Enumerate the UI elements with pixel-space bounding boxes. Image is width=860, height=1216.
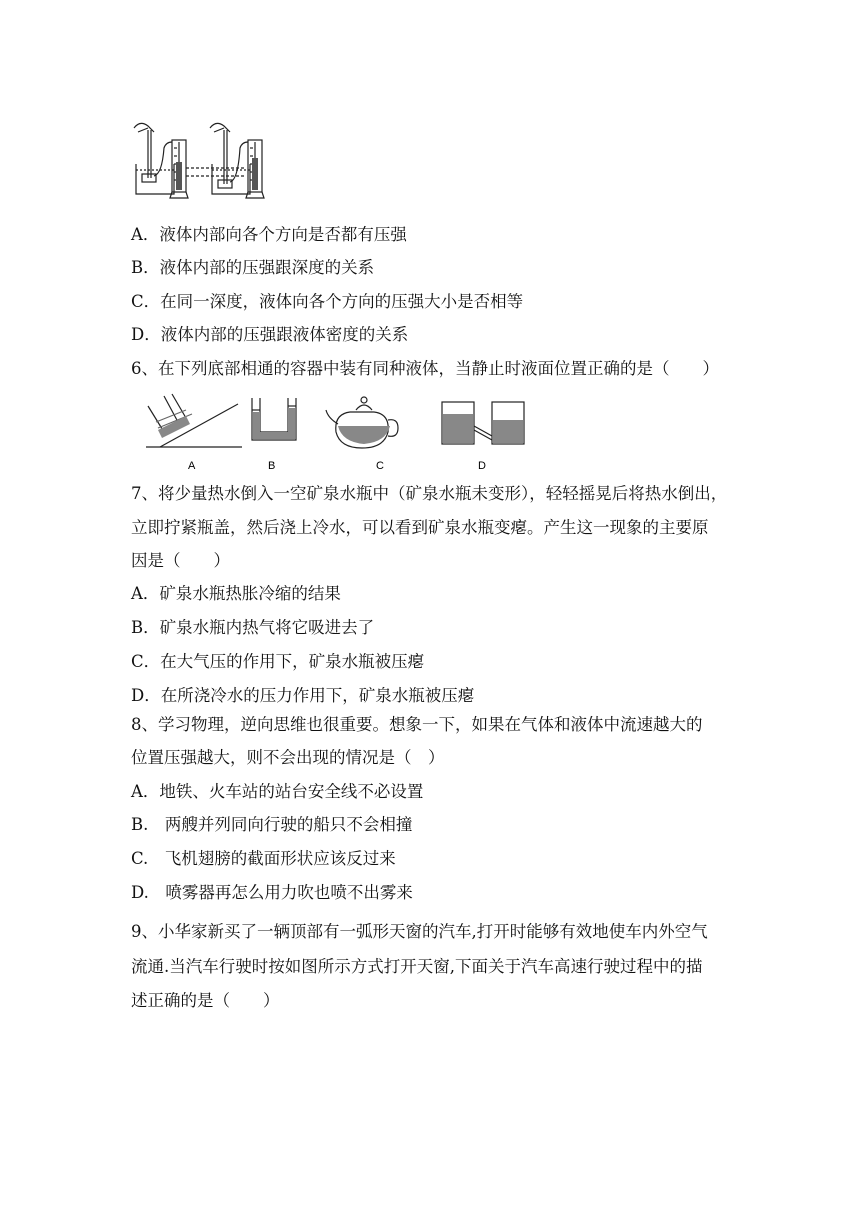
q6-figure-label-a: A [188, 460, 196, 472]
q8-option-b: B. 两艘并列同向行驶的船只不会相撞 [131, 815, 413, 834]
q8-option-a: A．地铁、火车站的站台安全线不必设置 [131, 782, 424, 801]
q5-option-a: A．液体内部向各个方向是否都有压强 [131, 225, 407, 244]
q5-figure-pressure-gauges [128, 118, 278, 206]
q7-stem-line-2: 立即拧紧瓶盖，然后浇上冷水，可以看到矿泉水瓶变瘪。产生这一现象的主要原 [131, 518, 709, 537]
q5-option-b: B．液体内部的压强跟深度的关系 [131, 258, 375, 277]
q5-option-c: C．在同一深度，液体向各个方向的压强大小是否相等 [131, 292, 524, 311]
q9-stem-line-3: 述正确的是（ ） [131, 991, 280, 1010]
q6-figure-label-c: C [376, 460, 384, 472]
q7-stem-line-1: 7、将少量热水倒入一空矿泉水瓶中（矿泉水瓶未变形），轻轻摇晃后将热水倒出， [131, 484, 728, 503]
q7-option-a: A．矿泉水瓶热胀冷缩的结果 [131, 584, 341, 603]
q7-stem-line-3: 因是（ ） [131, 551, 230, 570]
q9-stem-line-1: 9、小华家新买了一辆顶部有一弧形天窗的汽车,打开时能够有效地使车内外空气 [131, 922, 708, 941]
q5-option-d: D．液体内部的压强跟液体密度的关系 [131, 325, 409, 344]
q9-stem-line-2: 流通.当汽车行驶时按如图所示方式打开天窗,下面关于汽车高速行驶过程中的描 [131, 957, 703, 976]
q8-stem-line-2: 位置压强越大，则不会出现的情况是（ ） [131, 748, 445, 767]
q7-option-c: C．在大气压的作用下，矿泉水瓶被压瘪 [131, 652, 425, 671]
q8-option-d: D. 喷雾器再怎么用力吹也喷不出雾来 [131, 883, 413, 902]
q8-stem-line-1: 8、学习物理，逆向思维也很重要。想象一下，如果在气体和液体中流速越大的 [131, 715, 703, 734]
q6-stem: 6、在下列底部相通的容器中装有同种液体，当静止时液面位置正确的是（ ） [131, 359, 719, 378]
q8-option-c: C. 飞机翅膀的截面形状应该反过来 [131, 849, 396, 868]
q7-option-d: D．在所浇冷水的压力作用下，矿泉水瓶被压瘪 [131, 686, 475, 705]
q6-figure-label-d: D [478, 460, 486, 472]
q6-figure-connected-containers [142, 392, 532, 474]
q7-option-b: B．矿泉水瓶内热气将它吸进去了 [131, 618, 375, 637]
q6-figure-label-b: B [268, 460, 276, 472]
